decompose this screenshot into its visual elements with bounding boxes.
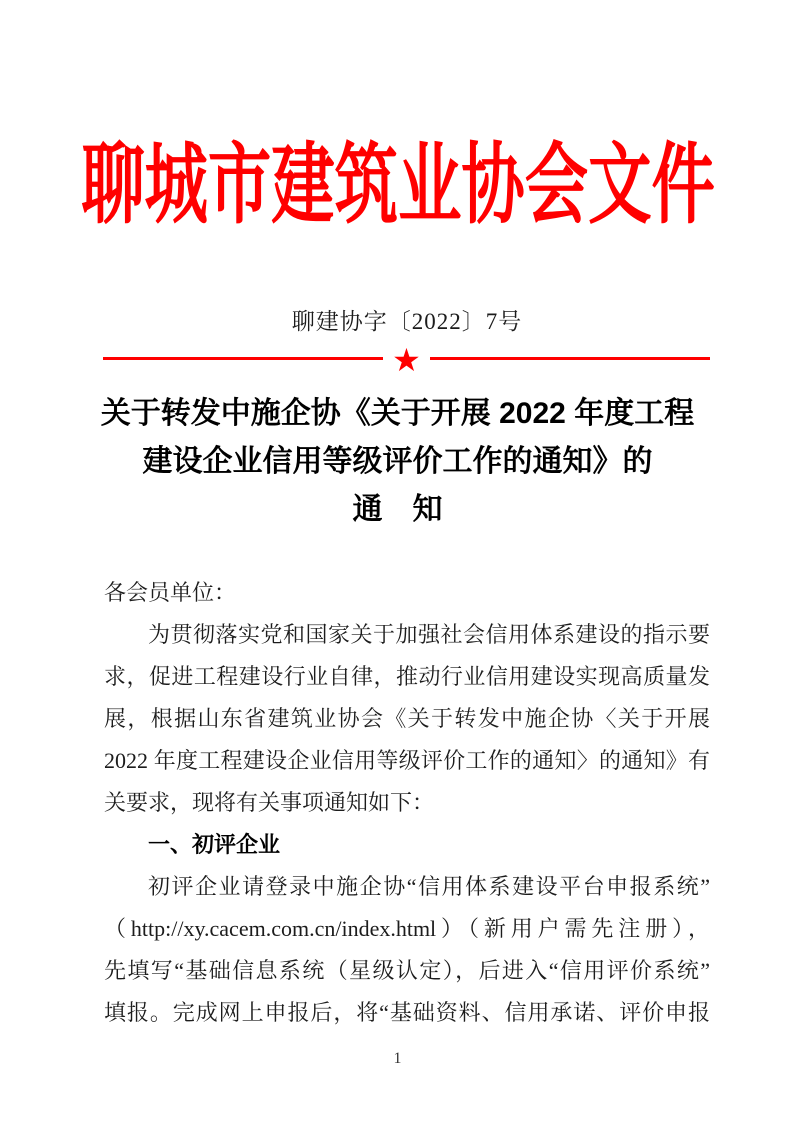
body-line: 初评企业请登录中施企协“信用体系建设平台申报系统” [148,874,710,899]
body-line: 展，根据山东省建筑业协会《关于转发中施企协〈关于开展 [104,706,710,731]
salutation-line: 各会员单位： [104,580,237,605]
page-number: 1 [393,1050,402,1067]
notice-body [104,572,710,1034]
notice-title-line-1: 关于转发中施企协《关于开展 2022 年度工程 [100,397,695,430]
body-line: 求，促进工程建设行业自律，推动行业信用建设实现高质量发 [104,664,710,689]
org-masthead [0,136,795,238]
body-line-url: （http://xy.cacem.com.cn/index.html）（新用户需先注册）， [104,916,710,941]
notice-title-line-2: 建设企业信用等级评价工作的通知》的 [142,445,653,478]
body-line: 先填写“基础信息系统（星级认定），后进入“信用评价系统” [104,958,710,983]
body-line: 填报。完成网上申报后，将“基础资料、信用承诺、评价申报 [104,1000,710,1025]
notice-title [85,390,710,534]
org-masthead-text: 聊城市建筑业协会文件 [80,138,715,235]
body-line: 2022 年度工程建设企业信用等级评价工作的通知〉的通知》有 [104,748,710,773]
divider-line-right [430,357,710,360]
section-heading: 一、初评企业 [148,832,281,857]
star-icon: ★ [392,340,421,379]
red-divider [103,340,710,379]
notice-title-line-3: 通 知 [352,493,443,526]
divider-line-left [103,357,383,360]
body-line: 为贯彻落实党和国家关于加强社会信用体系建设的指示要 [148,622,710,647]
doc-number: 聊建协字〔2022〕7号 [291,309,523,334]
body-line: 关要求，现将有关事项通知如下： [104,790,435,815]
